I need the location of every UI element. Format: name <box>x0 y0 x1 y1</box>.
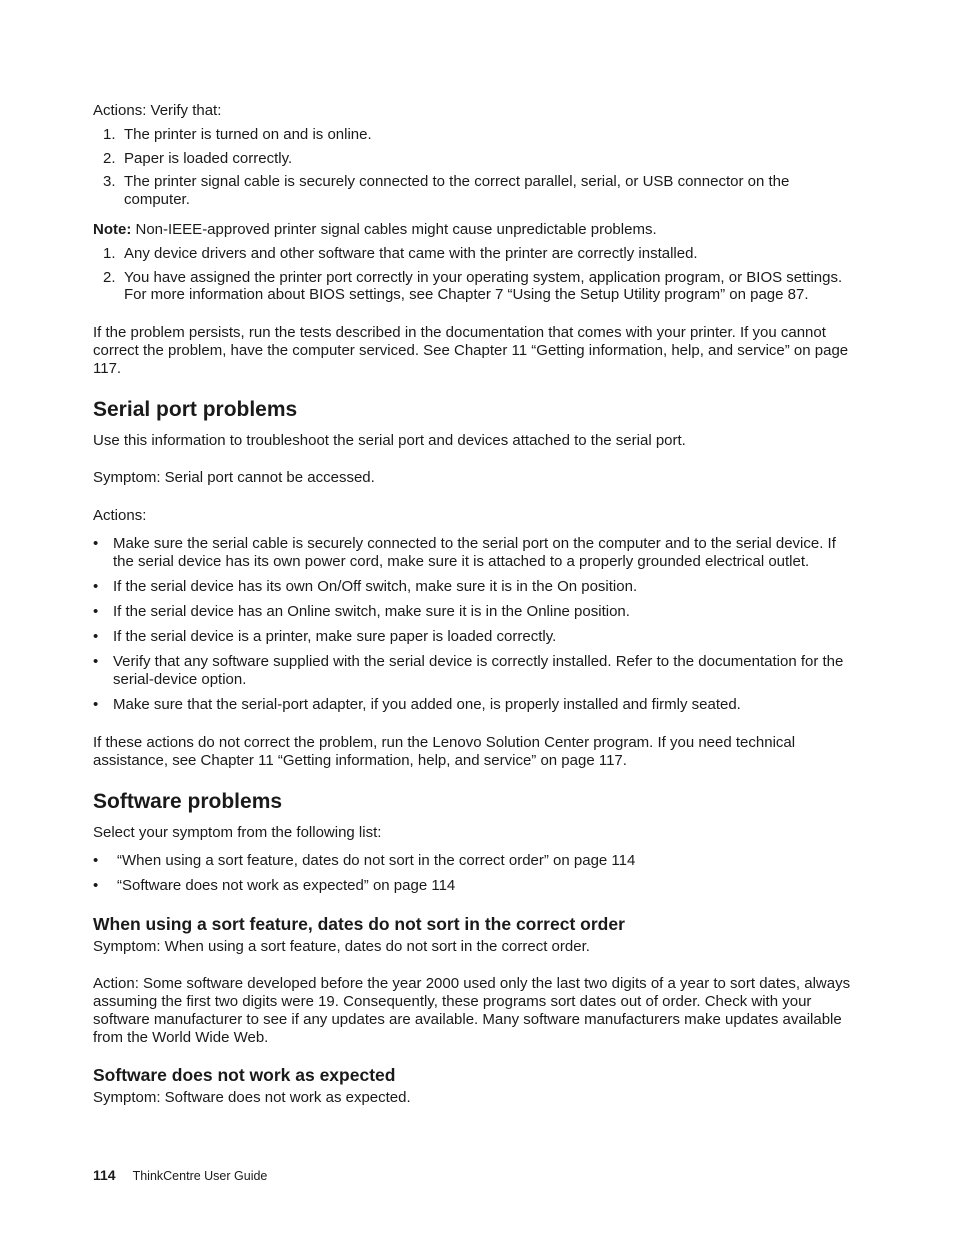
printer-more-list <box>93 245 853 304</box>
list-item: • Verify that any software supplied with the serial device is correctly installed. Refer to the documentation for the serial-device option. <box>93 652 844 688</box>
symptom-link[interactable]: • “Software does not work as expected” on page 114 <box>93 876 456 894</box>
note-label: Note: <box>93 221 132 238</box>
list-item: 1. The printer is turned on and is online. <box>103 126 372 143</box>
printer-persist-paragraph: If the problem persists, run the tests described in the documentation that comes with your printer. If you cannot correct the problem, have the computer serviced. See Chapter 11 “Getting information, help, and service” on page 117. <box>93 323 849 377</box>
list-item: • If the serial device is a printer, make sure paper is loaded correctly. <box>93 627 557 645</box>
printer-note <box>93 221 853 239</box>
list-item: 2. You have assigned the printer port correctly in your operating system, application program, or BIOS settings. For more information about BIOS settings, see Chapter 7 “Using the Setup Utility program” on page 87. <box>103 268 843 303</box>
software-heading: Software problems <box>93 789 283 813</box>
software-symptom-list <box>93 852 853 895</box>
notwork-heading: Software does not work as expected <box>93 1064 396 1085</box>
list-item: • If the serial device has its own On/Off switch, make sure it is in the On position. <box>93 577 638 595</box>
printer-verify-list <box>93 126 853 208</box>
list-item: 2. Paper is loaded correctly. <box>103 149 293 167</box>
software-intro: Select your symptom from the following list: <box>93 823 382 841</box>
serial-actions-label: Actions: <box>93 506 147 524</box>
sort-action: Action: Some software developed before the year 2000 used only the last two digits of a year to sort dates, always assuming the first two digits were 19. Consequently, these programs sort dates out of order. Check with your software manufacturer to see if any updates are available. Many software manufacturers make updates available from the World Wide Web. <box>93 974 851 1046</box>
page-number: 114 <box>93 1167 116 1183</box>
serial-actions-list <box>93 535 853 714</box>
list-item: • Make sure the serial cable is securely connected to the serial port on the computer and to the serial device. If the serial device has its own power cord, make sure it is attached to a properly grounded electrical outlet. <box>93 534 836 570</box>
note-text: Non-IEEE-approved printer signal cables might cause unpredictable problems. <box>131 221 657 238</box>
symptom-link[interactable]: • “When using a sort feature, dates do not sort in the correct order” on page 114 <box>93 851 636 869</box>
serial-symptom: Symptom: Serial port cannot be accessed. <box>93 468 375 486</box>
serial-intro: Use this information to troubleshoot the serial port and devices attached to the serial port. <box>93 431 686 449</box>
serial-closing-paragraph: If these actions do not correct the problem, run the Lenovo Solution Center program. If you need technical assistance, see Chapter 11 “Getting information, help, and service” on page 117. <box>93 733 796 769</box>
page-content <box>93 102 853 1107</box>
list-item: 3. The printer signal cable is securely connected to the correct parallel, serial, or USB connector on the computer. <box>103 173 790 208</box>
page-footer <box>93 1166 267 1185</box>
list-item: • Make sure that the serial-port adapter, if you added one, is properly installed and firmly seated. <box>93 695 741 713</box>
notwork-symptom: Symptom: Software does not work as expected. <box>93 1088 411 1106</box>
sort-heading: When using a sort feature, dates do not sort in the correct order <box>93 913 625 934</box>
sort-symptom: Symptom: When using a sort feature, dates do not sort in the correct order. <box>93 937 590 955</box>
serial-heading: Serial port problems <box>93 397 298 421</box>
list-item: 1. Any device drivers and other software that came with the printer are correctly installed. <box>103 245 698 262</box>
list-item: • If the serial device has an Online switch, make sure it is in the Online position. <box>93 602 630 620</box>
printer-actions-intro: Actions: Verify that: <box>93 102 222 119</box>
document-title: ThinkCentre User Guide <box>132 1169 268 1183</box>
